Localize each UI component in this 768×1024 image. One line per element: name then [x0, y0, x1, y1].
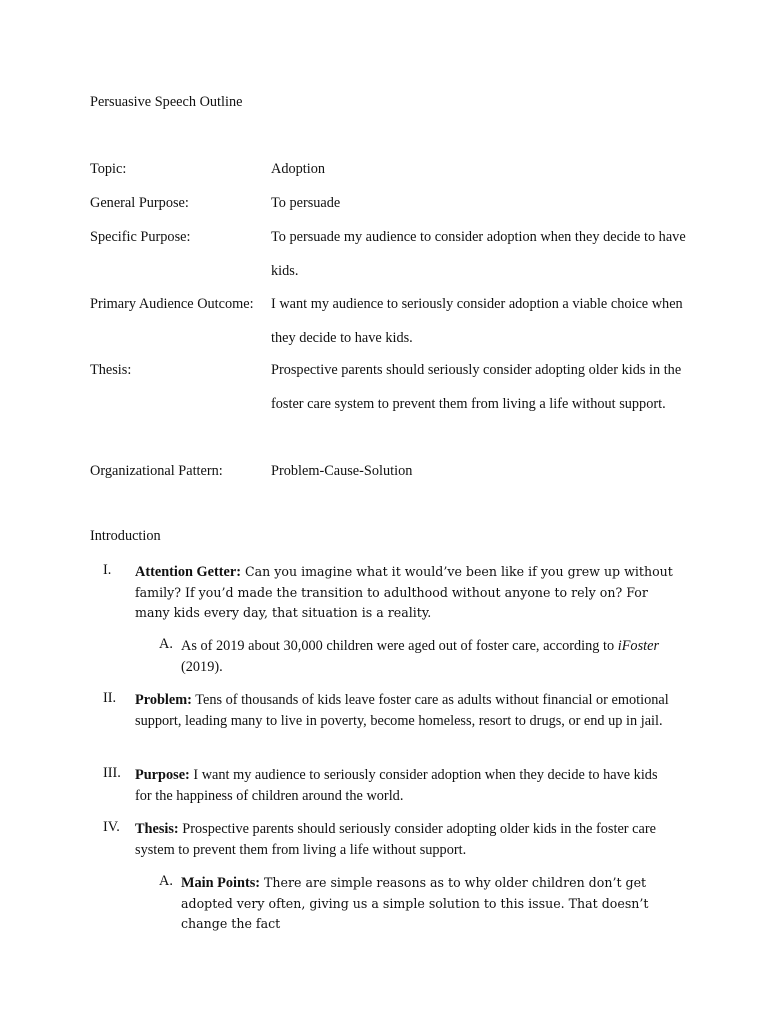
info-label: Primary Audience Outcome:	[90, 296, 254, 312]
outline-label: Purpose:	[135, 767, 190, 783]
info-value: To persuade my audience to consider adoption when they decide to have kids.	[271, 229, 686, 279]
subitem-label: Main Points:	[181, 875, 261, 891]
info-value: Adoption	[271, 161, 326, 177]
subitem-suffix: (2019).	[181, 658, 223, 675]
info-label: Thesis:	[90, 362, 132, 378]
subitem-letter: A.	[159, 873, 173, 889]
section-heading-introduction: Introduction	[90, 528, 161, 544]
outline-label: Thesis:	[135, 821, 179, 837]
outline-text	[135, 765, 675, 806]
outline-body: Can you imagine what it would’ve been like if you grew up without family? If you’d made the transition to adulthood without anyone to rely on? For many kids every day, that situation is a reality.	[135, 564, 673, 620]
info-label: General Purpose:	[90, 195, 189, 211]
info-value: To persuade	[271, 195, 341, 211]
outline-body: Prospective parents should seriously consider adopting older kids in the foster care system to prevent them from living a life without support.	[135, 821, 656, 858]
outline-text	[135, 819, 675, 860]
outline-text	[135, 690, 675, 731]
info-value: Problem-Cause-Solution	[271, 463, 413, 479]
outline-numeral: III.	[103, 765, 121, 781]
subitem-source: iFoster	[617, 638, 660, 654]
subitem-body: There are simple reasons as to why older children don’t get adopted very often, giving us a simple solution to this issue. That doesn’t change the fact	[181, 875, 649, 931]
outline-numeral: I.	[103, 562, 112, 578]
info-label: Organizational Pattern:	[90, 463, 223, 479]
subitem-text	[181, 636, 676, 677]
outline-text	[135, 562, 675, 624]
outline-numeral: II.	[103, 690, 117, 706]
info-label: Topic:	[90, 161, 127, 177]
document-title: Persuasive Speech Outline	[90, 94, 243, 110]
subitem-body: As of 2019 about 30,000 children were aged out of foster care, according to	[181, 638, 618, 654]
info-value: Prospective parents should seriously consider adopting older kids in the foster care system to prevent them from living a life without support.	[271, 362, 682, 412]
outline-label: Problem:	[135, 692, 192, 708]
outline-numeral: IV.	[103, 819, 120, 835]
subitem-letter: A.	[159, 636, 173, 652]
outline-body: Tens of thousands of kids leave foster care as adults without financial or emotional support, leading many to live in poverty, become homeless, resort to drugs, or end up in jail.	[135, 692, 669, 729]
outline-label: Attention Getter:	[135, 564, 241, 580]
info-label: Specific Purpose:	[90, 229, 191, 245]
subitem-text	[181, 873, 676, 935]
info-value: I want my audience to seriously consider adoption a viable choice when they decide to have kids.	[271, 296, 683, 346]
outline-body: I want my audience to seriously consider adoption when they decide to have kids for the happiness of children around the world.	[135, 767, 658, 804]
